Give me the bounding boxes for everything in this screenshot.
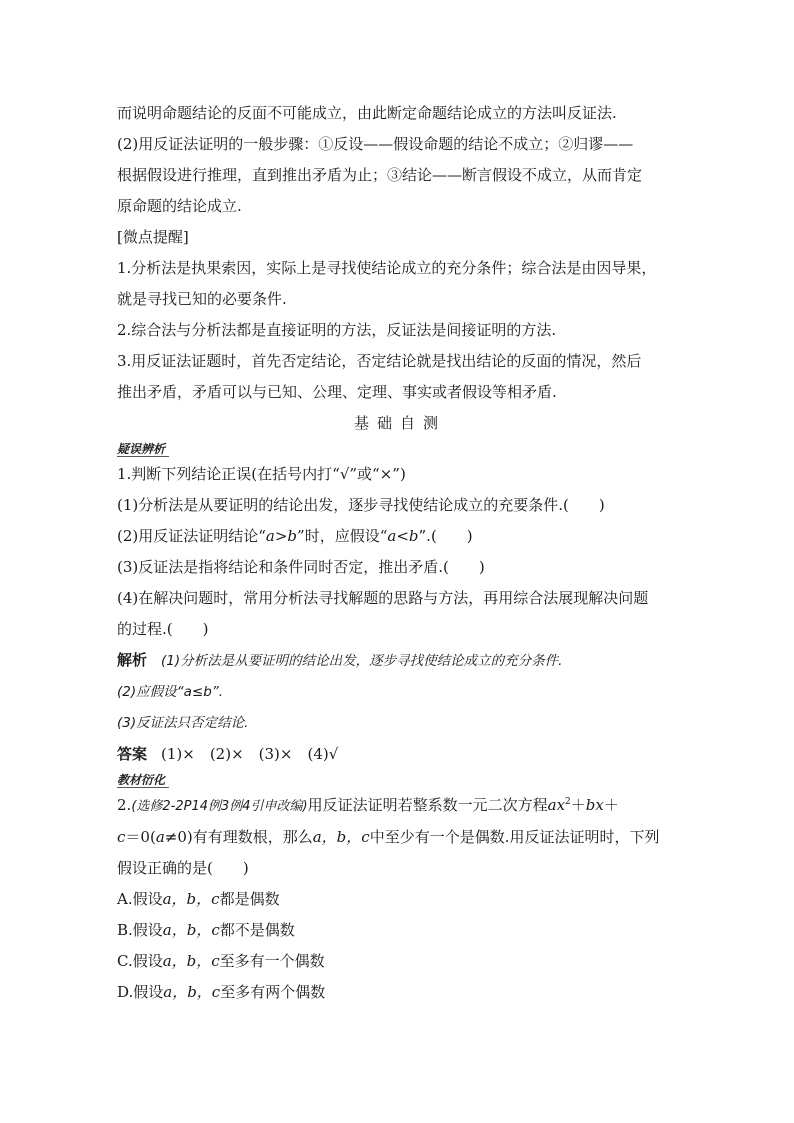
q1-analysis: 解析 (1)分析法是从要证明的结论出发，逐步寻找使结论成立的充分条件.: [117, 651, 563, 669]
q2-tag: 教材衍化: [117, 770, 683, 790]
intro-line: 而说明命题结论的反面不可能成立，由此断定命题结论成立的方法叫反证法.: [117, 104, 617, 122]
intro-paragraph-2-line: 根据假设进行推理，直到推出矛盾为止；③结论——断言假设不成立，从而肯定: [117, 166, 643, 184]
q1-analysis-2: (2)应假设“a≤b”.: [117, 684, 224, 700]
answer-label: 答案: [117, 745, 148, 763]
tip-1-line: 1.分析法是执果索因，实际上是寻找使结论成立的充分条件；综合法是由因导果，: [117, 259, 657, 277]
q1-answer: 答案 (1)× (2)× (3)× (4)√: [117, 745, 339, 763]
q2-option-d: D.假设a，b，c至多有两个偶数: [117, 983, 326, 1001]
analysis-label: 解析: [117, 651, 148, 669]
q1-stem: 1.判断下列结论正误(在括号内打“√”或“×”): [117, 465, 406, 483]
q2-line-1: 2.(选修2-2P14例3例4引申改编)用反证法证明若整系数一元二次方程$ax^2+bx+$: [117, 796, 619, 814]
q1-item-2: (2)用反证法证明结论“a>b”时，应假设“a<b”.( ): [117, 527, 473, 545]
q2-option-b: B.假设a，b，c都不是偶数: [117, 921, 295, 939]
tip-3-line: 推出矛盾，矛盾可以与已知、公理、定理、事实或者假设等相矛盾.: [117, 383, 557, 401]
q1-item-3: (3)反证法是指将结论和条件同时否定，推出矛盾.( ): [117, 558, 485, 576]
tip-1-line: 就是寻找已知的必要条件.: [117, 290, 287, 308]
intro-paragraph-2-line: (2)用反证法证明的一般步骤：①反设——假设命题的结论不成立；②归谬——: [117, 135, 634, 153]
tips-header: [微点提醒]: [117, 228, 189, 246]
q1-tag: 疑误辨析: [117, 439, 683, 459]
q1-item-1: (1)分析法是从要证明的结论出发，逐步寻找使结论成立的充要条件.( ): [117, 496, 605, 514]
tip-2: 2.综合法与分析法都是直接证明的方法，反证法是间接证明的方法.: [117, 321, 557, 339]
q2-line-3: 假设正确的是( ): [117, 859, 249, 877]
q2-option-c: C.假设a，b，c至多有一个偶数: [117, 952, 325, 970]
section-title: 基础自测: [353, 414, 446, 432]
q1-item-4-line: (4)在解决问题时，常用分析法寻找解题的思路与方法，再用综合法展现解决问题: [117, 589, 649, 607]
q2-source: (选修2-2P14例3例4引申改编): [131, 799, 308, 814]
intro-paragraph-2-line: 原命题的结论成立.: [117, 197, 242, 215]
tip-3-line: 3.用反证法证题时，首先否定结论，否定结论就是找出结论的反面的情况，然后: [117, 352, 642, 370]
document-page: [117, 98, 683, 1008]
q2-line-2: c＝0(a≠0)有有理数根，那么a，b，c中至少有一个是偶数.用反证法证明时，下列: [117, 828, 660, 846]
q1-analysis-3: (3)反证法只否定结论.: [117, 715, 249, 731]
q2-option-a: A.假设a，b，c都是偶数: [117, 890, 280, 908]
q1-item-4-line: 的过程.( ): [117, 620, 209, 638]
